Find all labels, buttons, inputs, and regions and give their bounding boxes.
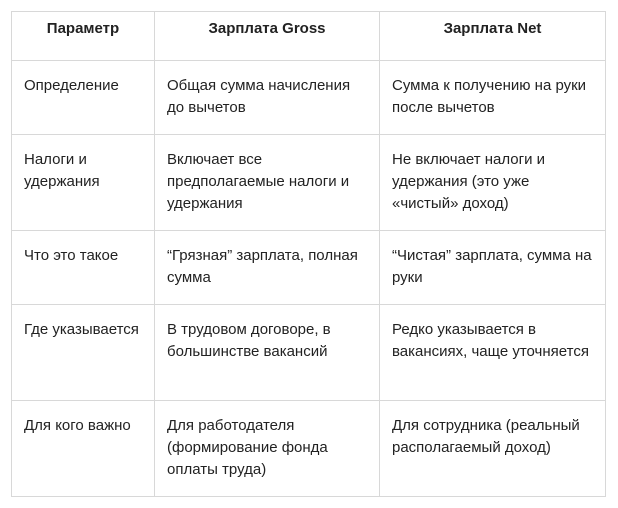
table-row bbox=[12, 135, 606, 231]
table-row bbox=[12, 61, 606, 135]
row-parameter: Налоги и удержания bbox=[12, 135, 155, 231]
row-parameter: Определение bbox=[12, 61, 155, 135]
row-gross-value: В трудовом договоре, в большинстве вакансий bbox=[155, 305, 380, 401]
table-header-row bbox=[12, 12, 606, 61]
row-net-value: Редко указывается в вакансиях, чаще уточняется bbox=[380, 305, 606, 401]
row-parameter: Что это такое bbox=[12, 231, 155, 305]
row-parameter: Где указывается bbox=[12, 305, 155, 401]
row-net-value: Сумма к получению на руки после вычетов bbox=[380, 61, 606, 135]
row-net-value: Не включает налоги и удержания (это уже «чистый» доход) bbox=[380, 135, 606, 231]
table-row bbox=[12, 305, 606, 401]
header-net-salary: Зарплата Net bbox=[380, 12, 606, 61]
row-gross-value: Общая сумма начисления до вычетов bbox=[155, 61, 380, 135]
comparison-table bbox=[11, 11, 606, 497]
row-parameter: Для кого важно bbox=[12, 401, 155, 497]
header-gross-salary: Зарплата Gross bbox=[155, 12, 380, 61]
table-row bbox=[12, 231, 606, 305]
row-gross-value: “Грязная” зарплата, полная сумма bbox=[155, 231, 380, 305]
row-gross-value: Для работодателя (формирование фонда оплаты труда) bbox=[155, 401, 380, 497]
table-row bbox=[12, 401, 606, 497]
row-net-value: Для сотрудника (реальный располагаемый доход) bbox=[380, 401, 606, 497]
row-gross-value: Включает все предполагаемые налоги и удержания bbox=[155, 135, 380, 231]
row-net-value: “Чистая” зарплата, сумма на руки bbox=[380, 231, 606, 305]
header-parameter: Параметр bbox=[12, 12, 155, 61]
